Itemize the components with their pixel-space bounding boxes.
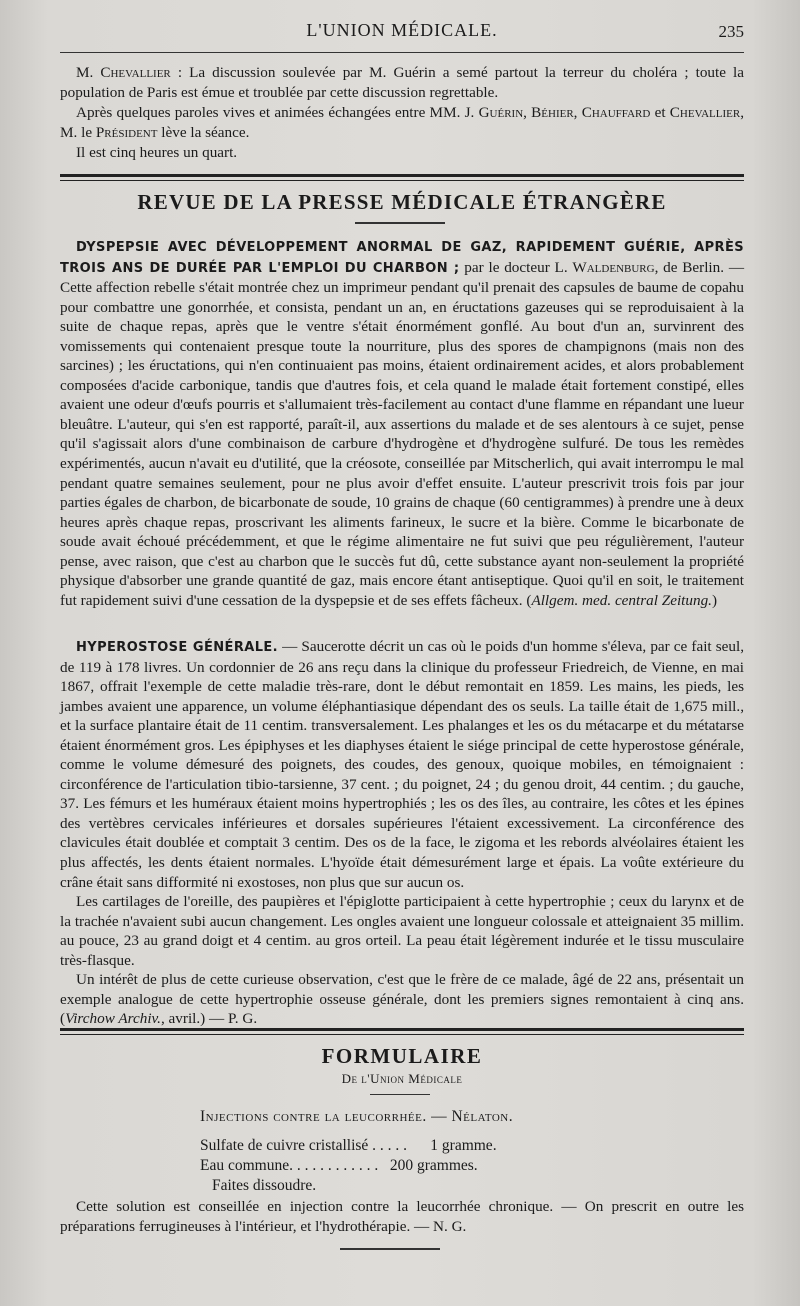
source-citation: Allgem. med. central Zeitung.	[531, 591, 712, 609]
president-title: Président	[95, 123, 158, 141]
page-header	[60, 18, 744, 48]
title-underline	[370, 1094, 430, 1095]
participant-name: Chevallier	[669, 103, 741, 121]
header-rule	[60, 52, 744, 53]
text-fragment: )	[711, 591, 718, 609]
paragraph-time: Il est cinq heures un quart.	[76, 143, 238, 161]
article-body	[60, 637, 744, 892]
signature: , avril.) — P. G.	[160, 1010, 258, 1028]
speaker-name: M. Chevallier	[76, 64, 171, 81]
text-fragment: , M. le	[60, 103, 745, 141]
section-divider	[60, 174, 744, 181]
meeting-minutes-end	[60, 63, 744, 163]
author-name: Waldenburg	[572, 258, 655, 276]
speaker-text: : La discussion soulevée par M. Guérin a semé partout la terreur du choléra ; toute la population de Paris est émue et troublée par cette discussion regrettable.	[60, 64, 744, 101]
text-fragment: , de Berlin. —	[654, 258, 745, 276]
article-body	[60, 237, 744, 610]
end-rule	[340, 1248, 440, 1250]
article-paragraph	[60, 970, 744, 1029]
article-lead: DYSPEPSIE AVEC DÉVELOPPEMENT ANORMAL DE GAZ, RAPIDEMENT GUÉRIE, APRÈS TROIS ANS DE DURÉE PAR L'EMPLOI DU CHARBON ;	[60, 240, 744, 276]
article-paragraph: Les cartilages de l'oreille, des paupières et l'épiglotte participaient à cette hypertrophie ; ceux du larynx et de la trachée n'avaient subi aucun changement. Les ongles avaient une longueur colossale et atteignaient 35 millim. au pouce, 23 au grand doigt et 4 centim. au gros orteil. La peau était légèrement indurée et le tissu musculaire très-flasque.	[60, 893, 744, 969]
article-hyperostose	[60, 637, 744, 1029]
article-dyspepsie	[60, 237, 744, 610]
participant-names: Guérin, Béhier, Chauffard	[478, 103, 651, 121]
article-text: Un intérêt de plus de cette curieuse observation, c'est que le frère de ce malade, âgé de 22 ans, présentait un exemple analogue de cette hypertrophie osseuse générale, dont les premiers signes remontaient à cinq ans. (	[60, 971, 744, 1028]
note-paragraph: Cette solution est conseillée en injection contre la leucorrhée chronique. — On prescrit en outre les préparations ferrugineuses à l'intérieur, et l'hydrothérapie. — N. G.	[60, 1198, 744, 1235]
page-number: 235	[718, 22, 744, 41]
formulaire-subtitle: De l'Union Médicale	[341, 1071, 463, 1086]
section-divider	[60, 1028, 744, 1035]
text-fragment: lève la séance.	[157, 123, 250, 141]
paragraph-session-end	[60, 103, 744, 143]
article-text: Cette affection rebelle s'était montrée chez un imprimeur pendant qu'il prenait des capsules de baume de copahu pour combattre une gonorrhée, et consista, pendant un an, en éructations gazeuses qui se reproduisaient à la suite de chaque repas, après que le ventre s'était énormément gonflé. Au bout d'un an, survinrent des vomissements qui contenaient presque toute la nourriture, plus des spores de champignons (mais non des sarcines) ; les éructations, qui n'en continuaient pas moins, étaient ordinairement acides, et alors probablement composées d'acide carbonique, tandis que d'autres fois, et cela quand le malade était fortement constipé, elles avaient une odeur d'œufs pourris et s'allumaient très-facilement au contact d'une flamme en répandant une lueur bleuâtre. L'auteur, qui s'en est rapporté, paraît-il, aux assertions du malade et de ses alentours à ce sujet, pense qu'il s'agissait alors d'une combinaison de carbure d'hydrogène et d'hydrogène sulfuré. De tous les remèdes expérimentés, aucun n'avait eu d'utilité, que la créosote, conseillée par Mitscherlich, qui avait interrompu le mal pendant quatre semaines seulement, pour ne plus avoir d'effet ensuite. L'auteur prescrivit trois fois par jour parties égales de charbon, de bicarbonate de soude, 10 grains de chaque (60 centigrammes) à prendre une à deux heures après chaque repas, proscrivant les aliments farineux, le sucre et la bière. Comme le bicarbonate de soude avait échoué précédemment, et que le régime alimentaire ne fut suivi que peu régulièrement, l'auteur pense, avec raison, que c'est au charbon que le succès fut dû, cette substance ayant non-seulement la propriété physique d'absorber une grande quantité de gaz, mais encore étant antiseptique. Quoi qu'il en soit, le traitement fut rapidement suivi d'une cessation de la dyspepsie et de ses effets fâcheux. (	[60, 279, 744, 609]
formulaire-title: FORMULAIRE	[321, 1044, 483, 1068]
text-fragment: par le docteur L.	[459, 258, 573, 276]
section-title: REVUE DE LA PRESSE MÉDICALE ÉTRANGÈRE	[137, 190, 667, 214]
running-head: L'UNION MÉDICALE.	[306, 20, 498, 40]
article-text: — Saucerotte décrit un cas où le poids d'un homme s'éleva, par ce fait seul, de 119 à 178 livres. Un cordonnier de 26 ans reçu dans la clinique du professeur Friedreich, de Vienne, en mai 1867, offrait l'exemple de cette maladie très-rare, dont le début remontait en 1859. Les mains, les pieds, les jambes avaient une apparence, un volume éléphantiasique dépendant des os seuls. La taille était de 1,675 mill., et la surface plantaire était de 11 centim. transversalement. Les phalanges et les os du métacarpe et du métatarse étaient énormément gros. Les épiphyses et les diaphyses étaient le siége principal de cette hyperostose générale, comme le volume démesuré des poignets, des coudes, des genoux, quoique mobiles, en témoignaient : circonférence de l'articulation tibio-tarsienne, 37 cent. ; du poignet, 24 ; du genou droit, 44 centim. ; du gauche, 37. Les fémurs et les humérаux étaient moins hypertrophiés ; les os des îles, au contraire, les côtes et les épines des vertèbres cervicales inférieures et dorsales supérieures l'étaient excessivement. La circonférence des clavicules était doublée et comptait 3 centim. Des os de la face, le zigoma et les rebords alvéolaires étaient les plus affectés, les dents étaient normales. L'hyoïde était démesurément large et épais. La voûte extérieure du crâne était sans difformité ni exostoses, non plus que sur aucun os.	[60, 638, 745, 891]
instruction-line: Faites dissoudre.	[212, 1177, 317, 1194]
article-lead: HYPEROSTOSE GÉNÉRALE.	[76, 640, 279, 655]
formulaire-note	[60, 1197, 744, 1237]
text-fragment: et	[650, 103, 670, 121]
ingredient-line: Eau commune. . . . . . . . . . . . 200 grammes.	[200, 1157, 478, 1174]
paragraph-chevallier	[60, 63, 744, 103]
ingredient-line: Sulfate de cuivre cristallisé . . . . . 1 gramme.	[200, 1137, 497, 1154]
recipe-title: Injections contre la leucorrhée. — Nélaton.	[200, 1108, 514, 1125]
source-citation: Virchow Archiv.	[65, 1010, 161, 1028]
text-fragment: Après quelques paroles vives et animées échangées entre MM. J.	[76, 103, 479, 121]
title-underline	[355, 222, 445, 224]
